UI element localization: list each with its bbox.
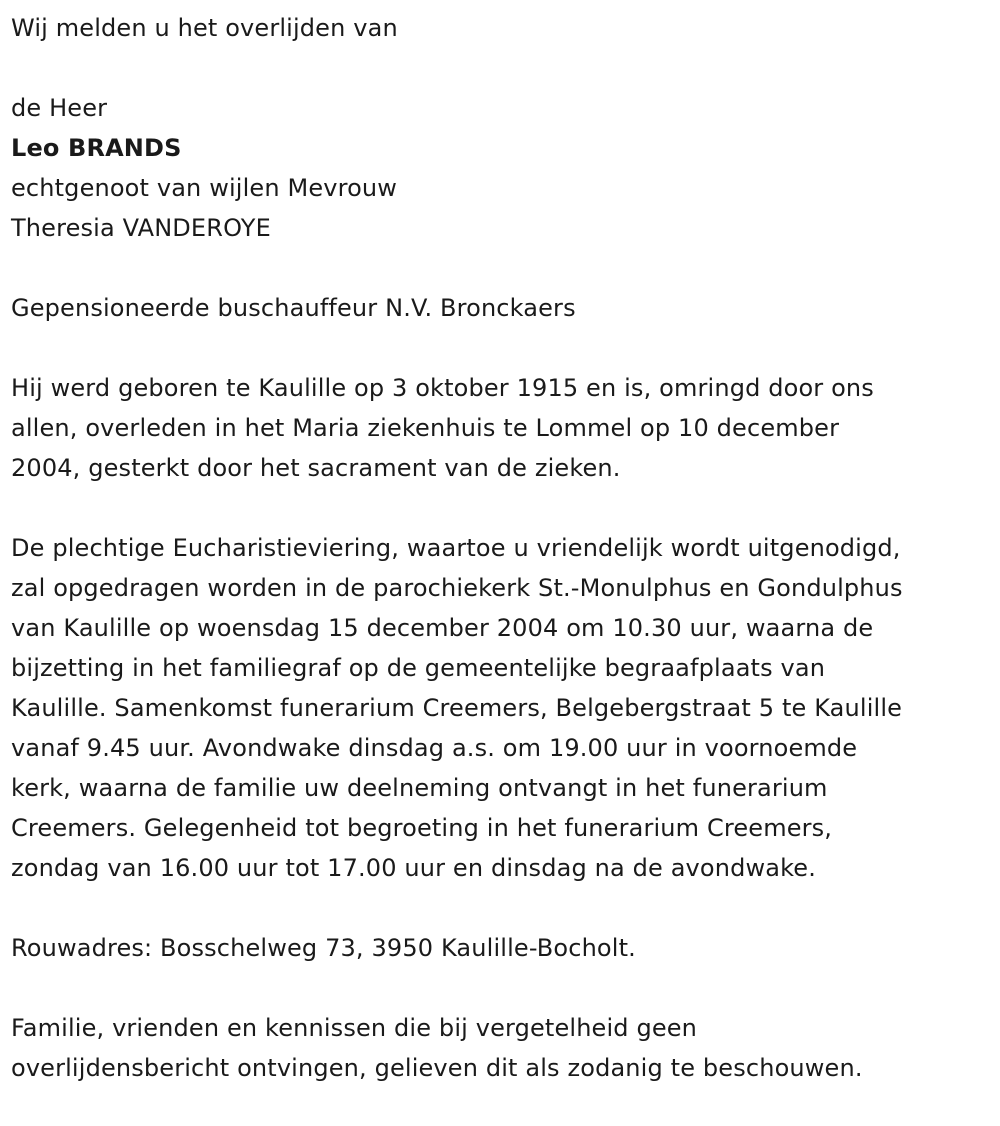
deceased-name: Leo BRANDS bbox=[11, 134, 182, 162]
spouse-name: Theresia VANDEROYE bbox=[11, 214, 271, 242]
occupation-text: Gepensioneerde buschauffeur N.V. Bronckaers bbox=[11, 294, 576, 322]
obituary-notice bbox=[11, 8, 996, 1088]
spouse-line: echtgenoot van wijlen Mevrouw bbox=[11, 174, 398, 202]
birth-death-paragraph: Hij werd geboren te Kaulille op 3 oktober 1915 en is, omringd door ons allen, overleden in het Maria ziekenhuis te Lommel op 10 december 2004, gesterkt door het sacrament van de zieken. bbox=[11, 374, 874, 482]
mourning-address: Rouwadres: Bosschelweg 73, 3950 Kaulille-Bocholt. bbox=[11, 934, 636, 962]
honorific: de Heer bbox=[11, 94, 108, 122]
intro-text: Wij melden u het overlijden van bbox=[11, 14, 398, 42]
closing-paragraph: Familie, vrienden en kennissen die bij vergetelheid geen overlijdensbericht ontvingen, gelieven dit als zodanig te beschouwen. bbox=[11, 1014, 863, 1082]
ceremony-paragraph: De plechtige Eucharistieviering, waartoe u vriendelijk wordt uitgenodigd, zal opgedragen worden in de parochiekerk St.-Monulphus en Gondulphus van Kaulille op woensdag 15 december 2004 om 10.30 uur, waarna de bijzetting in het familiegraf op de gemeentelijke begraafplaats van Kaulille. Samenkomst funerarium Creemers, Belgebergstraat 5 te Kaulille vanaf 9.45 uur. Avondwake dinsdag a.s. om 19.00 uur in voornoemde kerk, waarna de familie uw deelneming ontvangt in het funerarium Creemers. Gelegenheid tot begroeting in het funerarium Creemers, zondag van 16.00 uur tot 17.00 uur en dinsdag na de avondwake. bbox=[11, 534, 903, 882]
